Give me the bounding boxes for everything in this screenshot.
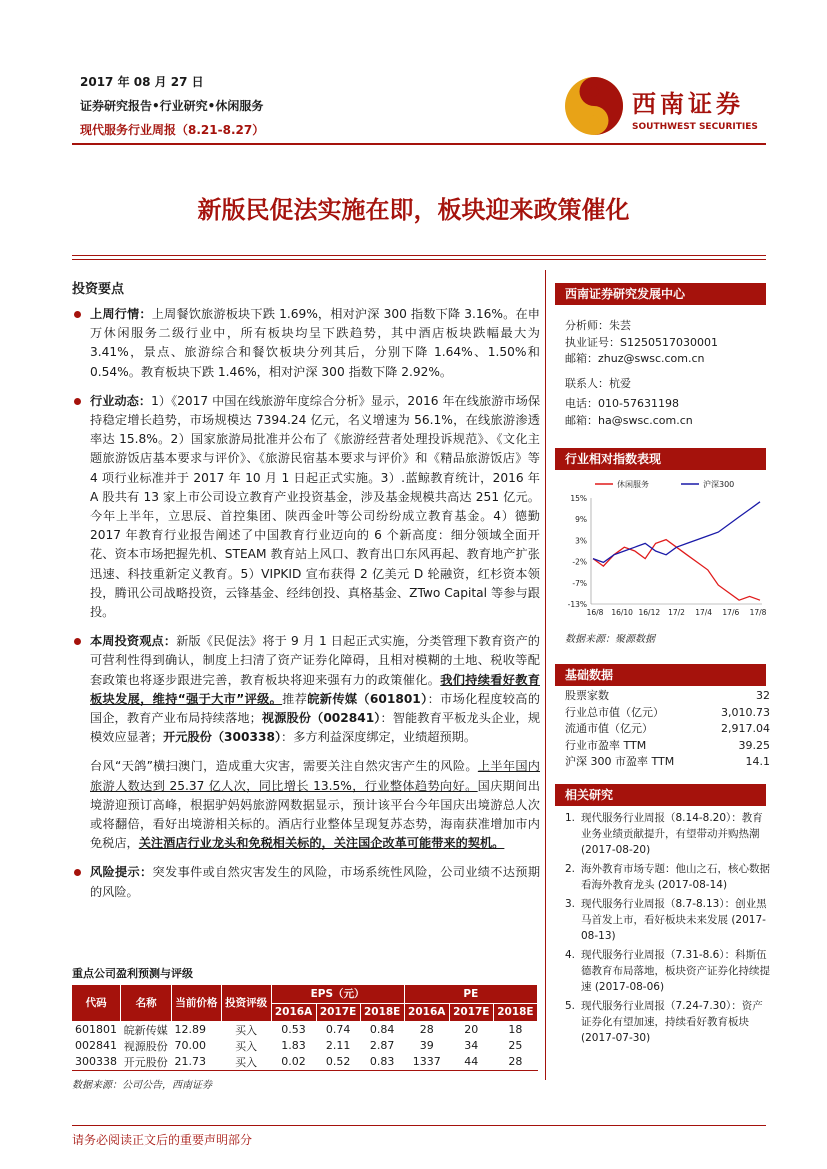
- cell-eps: 0.52: [316, 1054, 360, 1071]
- title-rule: [72, 255, 766, 256]
- x-tick-label: 17/8: [749, 608, 767, 617]
- table-source: 数据来源：公司公告，西南证券: [72, 1080, 212, 1091]
- related-num: 5.: [565, 1000, 576, 1012]
- column-divider: [545, 270, 546, 1080]
- bullet-lead: 行业动态：: [90, 393, 152, 408]
- cell-pe: 28: [493, 1054, 537, 1071]
- header-rule: [72, 143, 766, 145]
- analyst-license: 执业证号：S1250517030001: [565, 336, 718, 349]
- x-tick-label: 17/6: [722, 608, 740, 617]
- y-tick-label: -7%: [572, 578, 587, 588]
- bullet-dot-icon: [74, 398, 81, 405]
- related-header: 相关研究: [555, 784, 766, 806]
- section-title: 投资要点: [72, 282, 125, 297]
- legend-label: 沪深300: [703, 480, 735, 489]
- contact-phone: 电话：010-57631198: [565, 397, 679, 410]
- cell-eps: 1.83: [281, 1039, 306, 1052]
- cell-eps: 2.11: [325, 1039, 351, 1052]
- cell-eps: 0.74: [325, 1023, 351, 1036]
- col-year: 2018E: [360, 1003, 404, 1021]
- contact-name: 联系人：杭爱: [565, 377, 631, 390]
- bullet-dot-icon: [74, 638, 81, 645]
- y-tick-label: 9%: [575, 515, 587, 525]
- bullet-lead: 本周投资观点：: [90, 634, 177, 649]
- x-tick-label: 16/8: [586, 608, 604, 617]
- col-year: 2017E: [316, 1003, 360, 1021]
- advice-text: ：智能教育平板龙头企业，规模效应显著；: [90, 711, 541, 745]
- col-code: 代码: [72, 985, 121, 1021]
- logo-text-cn: 西南证券: [632, 90, 744, 118]
- related-item[interactable]: [565, 896, 770, 944]
- bullet-risk: [72, 863, 540, 901]
- col-pe: PE: [404, 985, 537, 1003]
- col-year: 2016A: [404, 1003, 449, 1021]
- x-tick-label: 16/12: [638, 608, 661, 617]
- basics-row: [565, 721, 770, 738]
- basics-value: 3,010.73: [721, 705, 770, 719]
- table-row: [72, 1038, 538, 1054]
- basics-label: 股票家数: [565, 689, 609, 702]
- cell-rating: 买入: [235, 1023, 258, 1037]
- related-item[interactable]: [565, 947, 770, 995]
- report-category: 证券研究报告•行业研究•休闲服务: [80, 99, 264, 113]
- col-year: 2018E: [493, 1003, 537, 1021]
- cell-price: 70.00: [174, 1039, 206, 1052]
- basics-header: 基础数据: [555, 664, 766, 686]
- bullet-lead: 风险提示：: [90, 865, 153, 880]
- col-name: 名称: [121, 985, 172, 1021]
- travel-paragraph: [72, 757, 540, 853]
- col-price: 当前价格: [172, 985, 222, 1021]
- table-title: 重点公司盈利预测与评级: [72, 967, 193, 980]
- legend-label: 休闲服务: [617, 480, 649, 489]
- logo-text-en: SOUTHWEST SECURITIES: [632, 122, 758, 132]
- basics-value: 32: [756, 689, 770, 702]
- analyst-email[interactable]: 邮箱：zhuz@swsc.com.cn: [565, 352, 705, 365]
- bullet-market: [72, 305, 540, 382]
- bullet-text: 上周餐饮旅游板块下跌 1.69%，相对沪深 300 指数下降 3.16%。在申万休闲服务二级行业中，所有板块均呈下跌趋势，其中酒店板块跌幅最大为 3.41%，景点、旅游综合和餐饮板块分列其后，分别下降 1.64%、1.50%和 0.54%。教育板块下跌 1.46%，相对沪深 300 指数下降 2.92%。: [90, 307, 540, 379]
- basics-row: [565, 738, 770, 755]
- travel-highlight: 关注酒店行业龙头和免税相关标的，关注国企改革可能带来的契机。: [138, 836, 505, 851]
- bullet-dot-icon: [74, 869, 81, 876]
- investment-points: [72, 305, 540, 912]
- basics-list: [565, 688, 770, 771]
- contact-email[interactable]: 邮箱：ha@swsc.com.cn: [565, 414, 693, 427]
- bullet-text: 1）《2017 中国在线旅游年度综合分析》显示，2016 年在线旅游市场保持稳定增长趋势，市场规模达 7394.24 亿元，名义增速为 56.1%，在线旅游渗透率达 15.8%。2）国家旅游局批准并公布了《旅游经营者处理投诉规范》、《文化主题旅游饭店基本要求与评价》、《旅游民宿基本要求与评价》和《精品旅游饭店》等 4 项行业标准并于 2017 年 10 月 1 日起正式实施。3）.蓝鲸教育统计，2016 年 A 股共有 13 家上市公司设立教育产业投资基金，涉及基金规模共高达 251 亿元。今年上半年，立思辰、首控集团、陕西金叶等公司纷纷成立教育基金。4）德勤 2017 年教育行业报告阐述了中国教育行业迈向的 6 个新高度：细分领域全面开花、资本市场把握先机、STEAM 教育站上风口、教育出口东风再起、教育地产扩张迅速、科技重新定义教育。5）VIPKID 宣布获得 2 亿美元 D 轮融资，红杉资本领投，腾讯公司战略投资，云锋基金、经纬创投、真格基金、ZTwo Capital 等参与跟投。: [90, 393, 541, 620]
- bullet-text: 突发事件或自然灾害发生的风险，市场系统性风险，公司业绩不达预期的风险。: [90, 865, 541, 899]
- related-item[interactable]: [565, 810, 770, 858]
- related-text: 现代服务行业周报（7.31-8.6）：科斯伍德教育布局落地，板块资产证券化持续提速 (2017-08-06): [581, 949, 770, 993]
- series-line: [593, 540, 760, 601]
- report-name: 现代服务行业周报（8.21-8.27）: [80, 123, 265, 137]
- related-list: [565, 810, 770, 1049]
- chart-header: 行业相对指数表现: [555, 448, 766, 470]
- related-num: 3.: [565, 898, 576, 910]
- x-tick-label: 17/4: [695, 608, 713, 617]
- related-text: 现代服务行业周报（8.14-8.20）：教育业务业绩贡献提升，有望带动并购热潮 (2017-08-20): [581, 812, 763, 856]
- cell-name: 皖新传媒: [123, 1023, 168, 1037]
- cell-code: 601801: [75, 1023, 117, 1036]
- cell-eps: 0.53: [281, 1023, 306, 1036]
- basics-label: 流通市值（亿元）: [565, 722, 653, 735]
- cell-name: 开元股份: [121, 1054, 172, 1071]
- related-item[interactable]: [565, 998, 770, 1046]
- cell-pe: 18: [508, 1023, 523, 1036]
- basics-value: 14.1: [745, 755, 770, 768]
- table-row: [72, 1054, 538, 1071]
- advice-text: ：多方利益深度绑定，业绩超预期。: [281, 730, 477, 745]
- col-year: 2017E: [449, 1003, 493, 1021]
- advice-text: ：市场化程度较高的国企，教育产业布局持续落地；: [90, 691, 541, 726]
- earnings-table: [72, 985, 538, 1071]
- cell-pe: 28: [419, 1023, 434, 1036]
- cell-price: 12.89: [174, 1023, 206, 1036]
- cell-pe: 1337: [404, 1054, 449, 1071]
- y-tick-label: 15%: [570, 494, 587, 503]
- related-text: 海外教育市场专题：他山之石，核心数据看海外教育龙头 (2017-08-14): [581, 863, 770, 891]
- advice-text: 新版《民促法》将于 9 月 1 日起正式实施，分类管理下教育资产的可营利性得到确认，制度上扫清了资产证券化障碍，且相对模糊的土地、税收等配套政策也将逐步跟进完善，教育板块将迎来强有力的政策催化。: [90, 634, 540, 687]
- title-rule-2: [72, 259, 766, 260]
- cell-name: 视源股份: [123, 1039, 168, 1053]
- research-center-header: 西南证券研究发展中心: [555, 283, 766, 305]
- cell-code: 002841: [75, 1039, 117, 1052]
- report-date: 2017 年 08 月 27 日: [80, 75, 204, 89]
- basics-row: [565, 688, 770, 705]
- footer-rule: [72, 1125, 766, 1126]
- col-year: 2016A: [271, 1003, 316, 1021]
- cell-pe: 20: [464, 1023, 479, 1036]
- related-num: 4.: [565, 949, 576, 961]
- basics-label: 沪深 300 市盈率 TTM: [565, 755, 675, 768]
- stock-pick: 皖新传媒（601801）: [307, 691, 428, 706]
- series-line: [593, 502, 760, 563]
- analyst-name: 分析师：朱芸: [565, 319, 631, 332]
- x-tick-label: 16/10: [611, 608, 633, 617]
- cell-rating: 买入: [221, 1054, 271, 1071]
- cell-pe: 39: [419, 1039, 434, 1052]
- company-logo: [562, 74, 772, 138]
- cell-eps: 0.02: [271, 1054, 316, 1071]
- logo-emblem-icon: [562, 74, 626, 138]
- travel-text: 台风“天鸽”横扫澳门，造成重大灾害，需要关注自然灾害产生的风险。: [90, 759, 478, 774]
- related-num: 1.: [565, 812, 576, 824]
- basics-value: 2,917.04: [721, 722, 770, 735]
- bullet-dot-icon: [74, 311, 81, 318]
- basics-label: 行业市盈率 TTM: [565, 738, 647, 752]
- y-tick-label: 3%: [575, 536, 587, 546]
- basics-label: 行业总市值（亿元）: [565, 705, 664, 719]
- page-title: 新版民促法实施在即，板块迎来政策催化: [197, 196, 630, 224]
- advice-rating: 我们持续看好教育板块发展，维持“强于大市”评级。: [90, 672, 540, 706]
- bullet-industry: [72, 392, 540, 622]
- cell-pe: 25: [508, 1039, 523, 1052]
- stock-pick: 开元股份（300338）: [163, 730, 282, 745]
- related-item[interactable]: [565, 861, 770, 893]
- related-num: 2.: [565, 863, 576, 875]
- bullet-lead: 上周行情：: [90, 307, 152, 321]
- travel-text: 国庆期间出境游迎预订高峰，根据驴妈妈旅游网数据显示，预计该平台今年国庆出境游总人次或将翻倍，看好出境游相关标的。酒店行业整体呈现复苏态势，海南获准增加市内免税店，: [90, 778, 541, 851]
- col-rating: 投资评级: [221, 985, 271, 1021]
- table-row: [72, 1021, 538, 1038]
- basics-value: 39.25: [738, 738, 770, 752]
- col-eps: EPS（元）: [271, 985, 404, 1003]
- cell-rating: 买入: [235, 1039, 258, 1053]
- travel-highlight: 上半年国内旅游人数达到 25.37 亿人次，同比增长 13.5%，行业整体趋势向好。: [90, 759, 540, 793]
- stock-pick: 视源股份（002841）: [261, 711, 381, 726]
- basics-row: [565, 754, 770, 771]
- footer-disclaimer: 请务必阅读正文后的重要声明部分: [72, 1133, 253, 1147]
- basics-row: [565, 705, 770, 722]
- cell-pe: 34: [464, 1039, 479, 1052]
- y-tick-label: -2%: [572, 557, 587, 567]
- cell-eps: 0.83: [360, 1054, 404, 1071]
- cell-eps: 2.87: [369, 1039, 395, 1052]
- x-tick-label: 17/2: [668, 608, 685, 617]
- cell-pe: 44: [449, 1054, 493, 1071]
- bullet-advice: [72, 632, 540, 747]
- cell-code: 300338: [72, 1054, 121, 1071]
- y-tick-label: -13%: [567, 600, 587, 609]
- cell-price: 21.73: [172, 1054, 222, 1071]
- chart-source: 数据来源：聚源数据: [565, 634, 655, 645]
- related-text: 现代服务行业周报（7.24-7.30）：资产证券化有望加速，持续看好教育板块 (2017-07-30): [581, 1000, 763, 1044]
- advice-text: 推荐: [282, 691, 308, 706]
- cell-eps: 0.84: [369, 1023, 395, 1036]
- relative-index-chart: [555, 476, 770, 626]
- related-text: 现代服务行业周报（8.7-8.13）：创业黑马首发上市，看好板块未来发展 (2017-08-13): [581, 898, 767, 942]
